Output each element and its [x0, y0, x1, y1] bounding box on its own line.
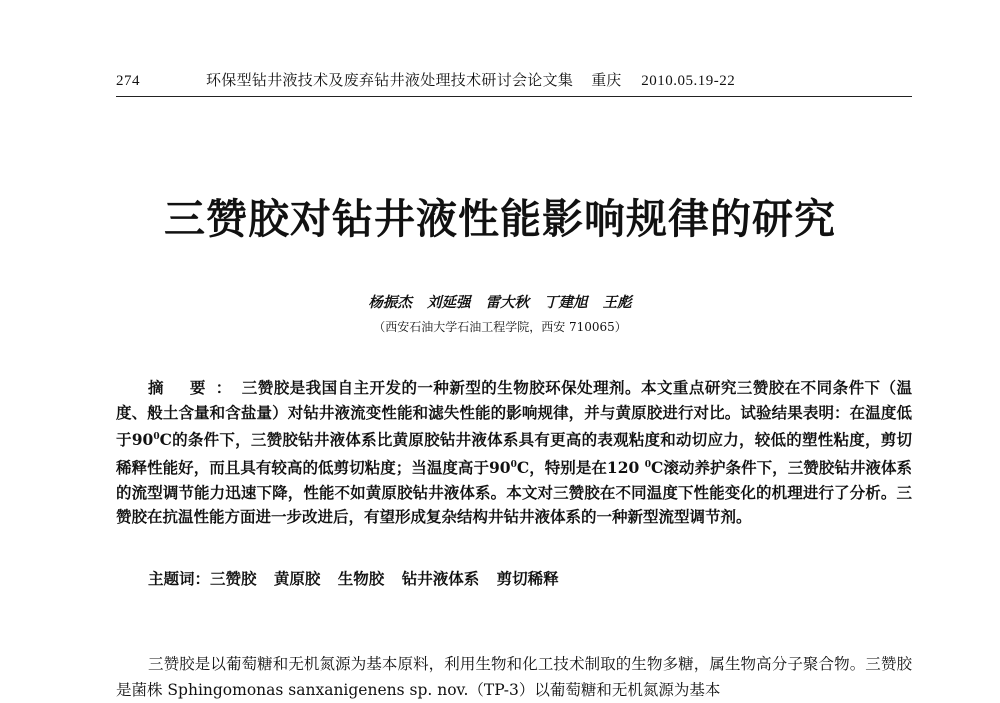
abstract-sup-3: 0 — [644, 459, 651, 470]
abstract-text-2: C的条件下，三赞胶钻井液体系比黄原胶钻井液体系具有更高的表观粘度和动切应力，较低的塑性粘度，剪切稀释性能好，而且具有较高的低剪切粘度；当温度高于90 — [116, 430, 913, 478]
paper-title: 三赞胶对钻井液性能影响规律的研究 — [164, 195, 836, 243]
abstract-text-1: 三赞胶是我国自主开发的一种新型的生物胶环保处理剂。本文重点研究三赞胶在不同条件下（温度、般土含量和含盐量）对钻井液流变性能和滤失性能的影响规律，并与黄原胶进行对比。试验结果表明：在温度低于90 — [116, 378, 912, 450]
abstract-label: 摘 要： — [148, 378, 242, 397]
abstract — [116, 376, 912, 530]
running-header — [116, 70, 912, 97]
conference-location: 重庆 — [591, 73, 622, 89]
body-paragraph: 三赞胶是以葡萄糖和无机氮源为基本原料，利用生物和化工技术制取的生物多糖，属生物高分子聚合物。三赞胶是菌株 Sphingomonas sanxanigenens sp. nov.（TP-3）以葡萄糖和无机氮源为基本 — [116, 655, 912, 699]
abstract-text-4: C滚动养护条件下，三赞胶钻井液体系的流型调节能力迅速下降，性能不如黄原胶钻井液体系。本文对三赞胶在不同温度下性能变化的机理进行了分析。三赞胶在抗温性能方面进一步改进后，有望形成复杂结构井钻井液体系的一种新型流型调节剂。 — [116, 458, 913, 527]
author-affiliation: （西安石油大学石油工程学院，西安 710065） — [373, 320, 627, 334]
author-list: 杨振杰 刘延强 雷大秋 丁建旭 王彪 — [368, 294, 632, 311]
conference-date: 2010.05.19-22 — [641, 73, 736, 89]
abstract-sup-2: 0 — [510, 459, 517, 470]
keywords: 主题词：三赞胶 黄原胶 生物胶 钻井液体系 剪切稀释 — [148, 569, 559, 588]
conference-title: 环保型钻井液技术及废弃钻井液处理技术研讨会论文集 — [206, 73, 574, 89]
abstract-text-3: C，特别是在120 — [516, 458, 645, 478]
abstract-sup-1: 0 — [153, 432, 160, 443]
page-number: 274 — [116, 73, 140, 89]
